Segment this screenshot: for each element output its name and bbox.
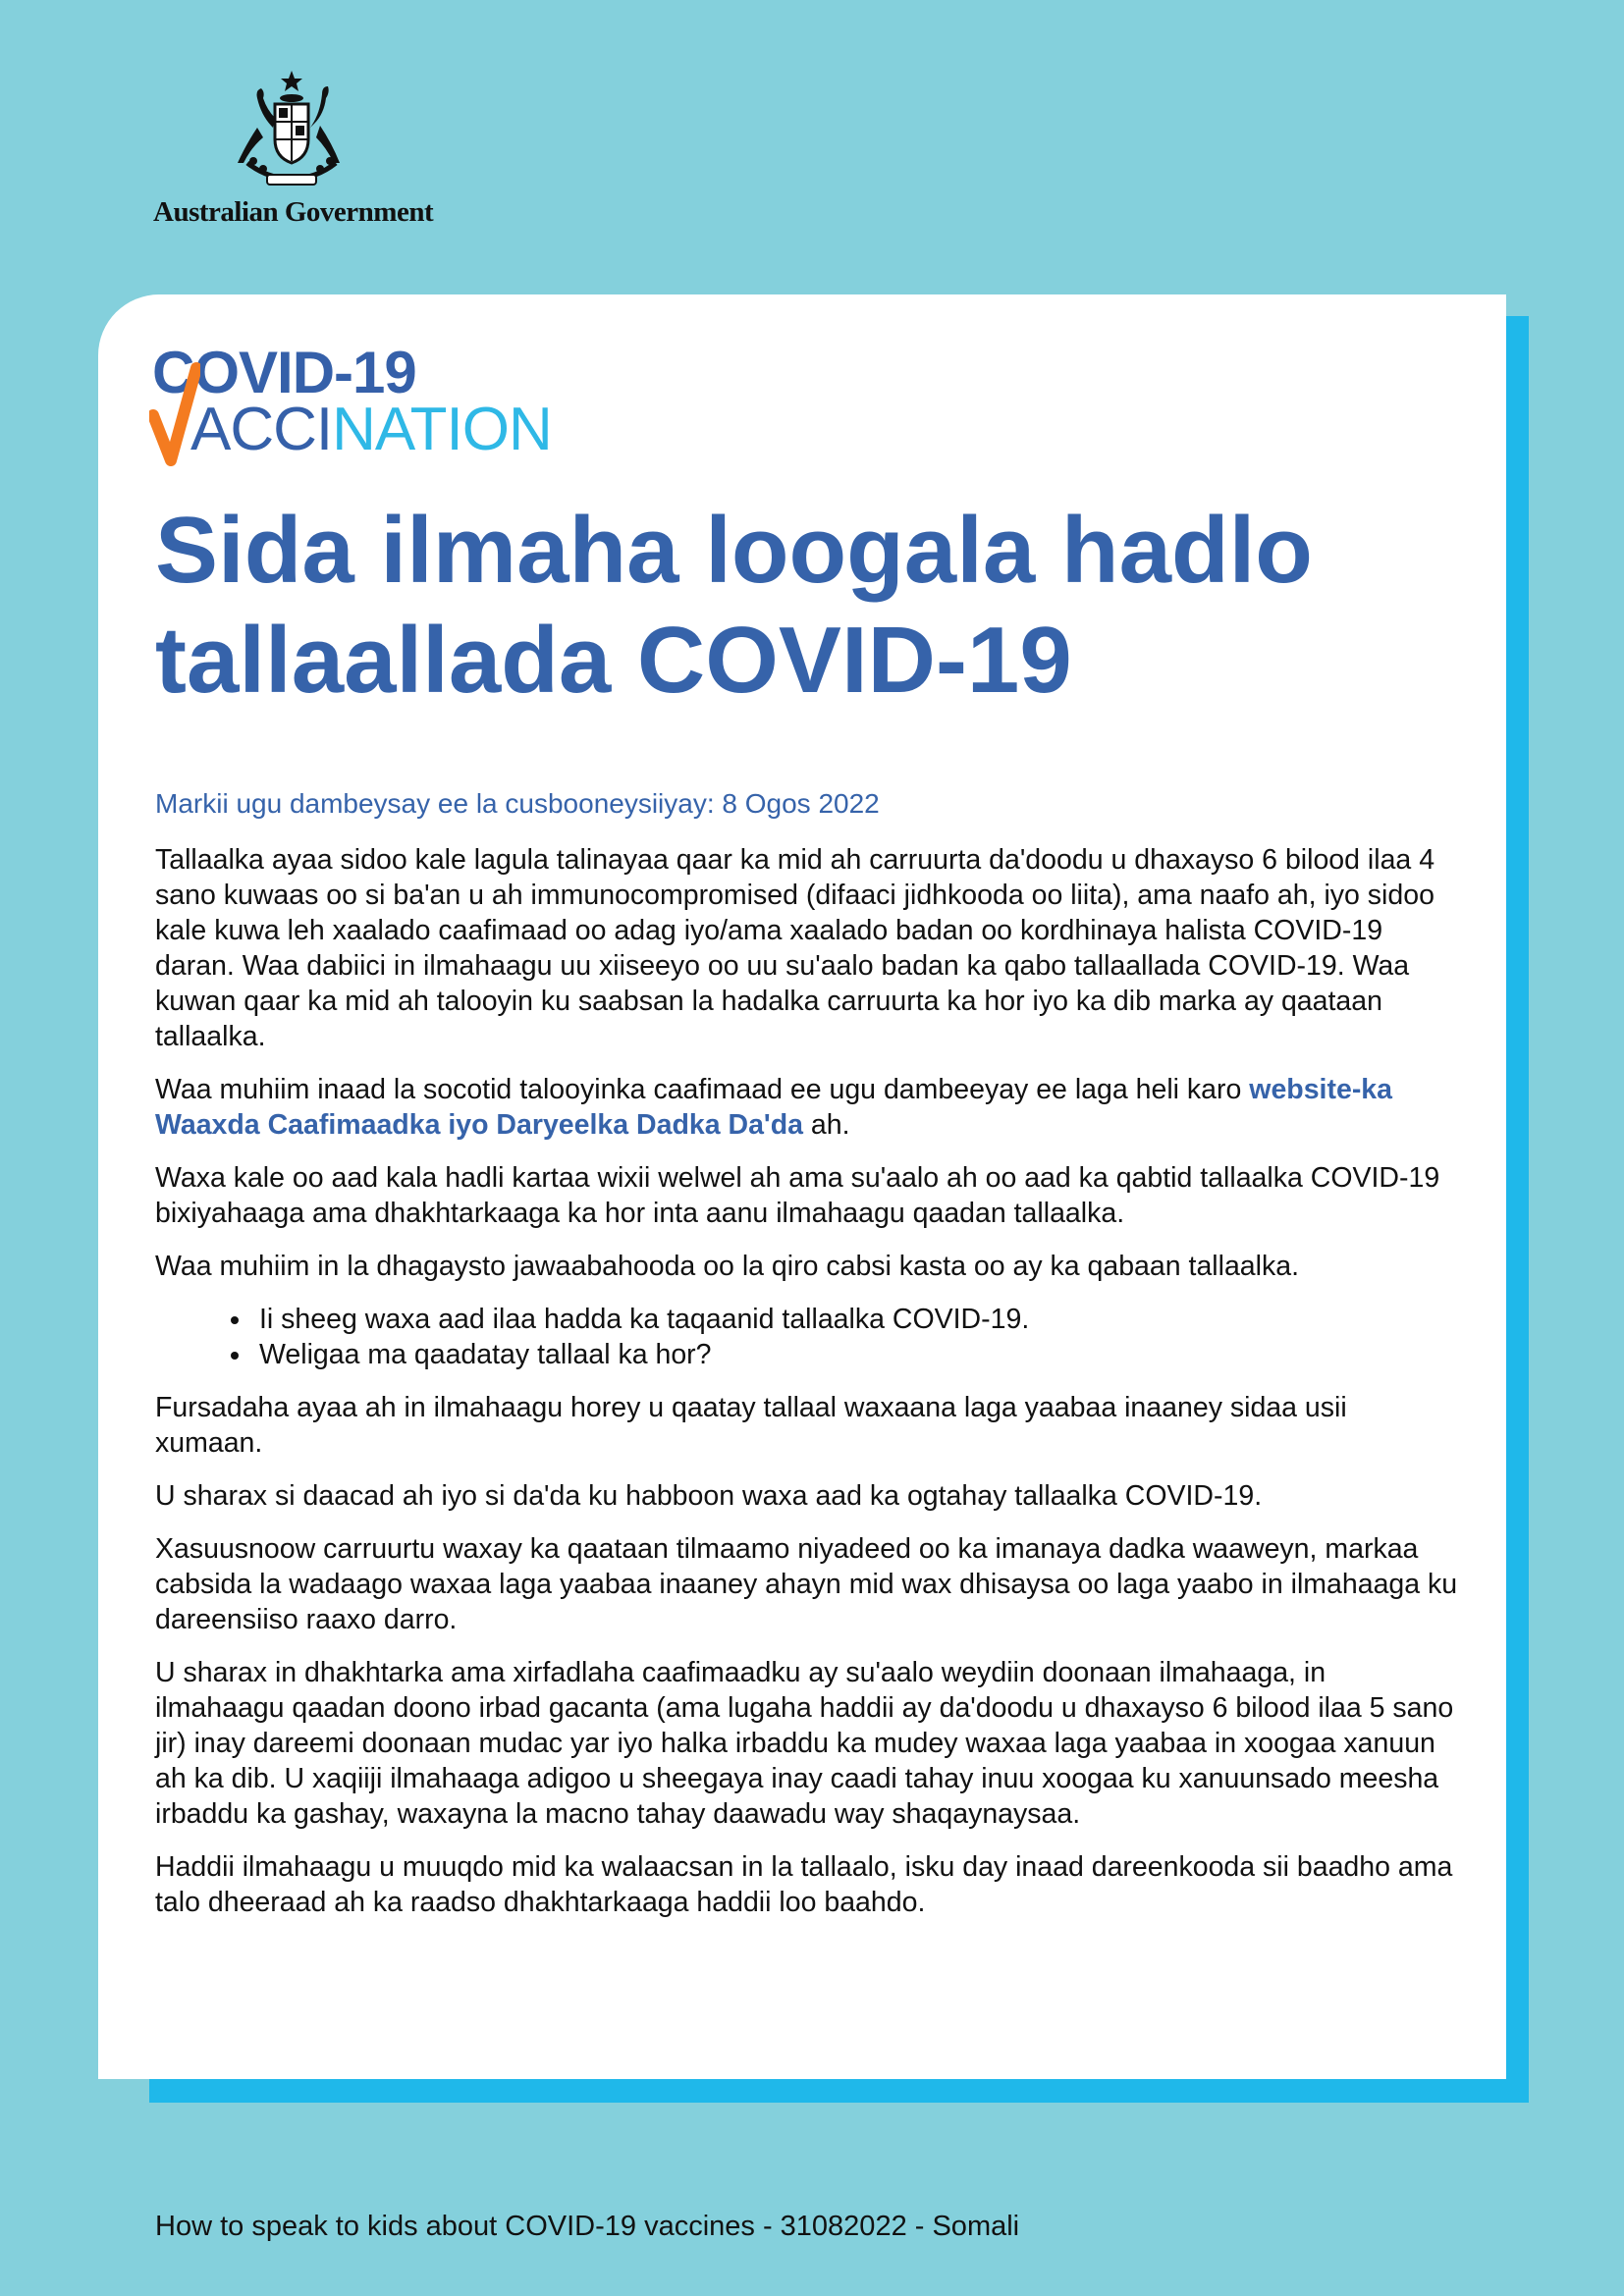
logo-vaccination-text [190,396,552,464]
paragraph-8: U sharax in dhakhtarka ama xirfadlaha caafimaadku ay su'aalo weydiin doonaan ilmahaaga, in ilmahaagu qaadan doono irbad gacanta (ama lugaha haddii ay da'doodu u dhaxayso 6 bilood ilaa 5 sano jir) inay dareemi doonaan mudac yar iyo halka irbaddu ka mudey waxaa laga yaabaa in xoogaa xanuun ah ka dib. U xaqiiji ilmahaaga adigoo u sheegaya inay caadi tahay inuu xoogaa ku xanuunsado meesha irbaddu ka gashay, waxayna la macno tahay daawadu way shaqaynaysaa. [155,1657,1454,1830]
health-department-link[interactable]: website-ka Waaxda Caafimaadka iyo Daryeelka Dadka Da'da [155,1074,1393,1141]
paragraph-4: Waa muhiim in la dhagaysto jawaabahooda oo la qiro cabsi kasta oo ay ka qabaan tallaalka. [155,1251,1300,1282]
paragraph-3: Waxa kale oo aad kala hadli kartaa wixii welwel ah ama su'aalo ah oo aad ka qabtid tallaalka COVID-19 bixiyahaaga ama dhakhtarkaaga ka hor inta aanu ilmahaagu qaadan tallaalka. [155,1162,1440,1229]
document-footer: How to speak to kids about COVID-19 vaccines - 31082022 - Somali [155,2211,1020,2242]
paragraph-2 [155,1072,1461,1143]
paragraph-1: Tallaalka ayaa sidoo kale lagula talinayaa qaar ka mid ah carruurta da'doodu u dhaxayso 6 bilood ilaa 4 sano kuwaas oo si ba'an u ah immunocompromised (difaaci jidhkooda oo liita), ama naafo ah, iyo sidoo kale kuwa leh xaalado caafimaad oo adag iyo/ama xaalado badan oo kordhinaya halista COVID-19 daran. Waa dabiici in ilmahaagu uu xiiseeyo oo uu su'aalo badan ka qabo tallaallada COVID-19. Waa kuwan qaar ka mid ah talooyin ku saabsan la hadalka carruurta ka hor iyo ka dib marka ay qaataan tallaalka. [155,844,1435,1052]
government-name: Australian Government [153,196,434,228]
paragraph-2-tail: ah. [802,1109,850,1141]
body-text [155,842,1461,1938]
logo-covid-text: COVID-19 [152,340,416,405]
page-title: Sida ilmaha loogala hadlo tallaallada COVID-19 [155,498,1313,713]
paragraph-6: U sharax si daacad ah iyo si da'da ku habboon waxa aad ka ogtahay tallaalka COVID-19. [155,1480,1263,1512]
logo-vaccination-part-b: NATION [332,396,552,463]
australian-government-logo [147,69,452,236]
last-updated: Markii ugu dambeysay ee la cusbooneysiiyay: 8 Ogos 2022 [155,788,880,819]
coat-of-arms-icon [218,69,365,191]
logo-vaccination-part-a: ACCI [190,396,333,463]
paragraph-9: Haddii ilmahaagu u muuqdo mid ka walaacsan in la tallaalo, isku day inaad dareenkooda sii baadho ama talo dheeraad ah ka raadso dhakhtarkaaga haddii loo baahdo. [155,1851,1453,1918]
list-item: • Weligaa ma qaadatay tallaal ka hor? [253,1337,1461,1372]
question-list [155,1302,1461,1372]
list-item: • Ii sheeg waxa aad ilaa hadda ka taqaanid tallaalka COVID-19. [253,1302,1461,1337]
paragraph-2-lead: Waa muhiim inaad la socotid talooyinka caafimaad ee ugu dambeeyay ee laga heli karo [155,1074,1250,1105]
paragraph-5: Fursadaha ayaa ah in ilmahaagu horey u qaatay tallaal waxaana laga yaabaa inaaney sidaa usii xumaan. [155,1392,1347,1459]
covid-vaccination-logo [149,339,601,466]
paragraph-7: Xasuusnoow carruurtu waxay ka qaataan tilmaamo niyadeed oo ka imanaya dadka waaweyn, markaa cabsida la wadaago waxaa laga yaabaa inaaney ahayn mid wax dhisaysa oo laga yaabo in ilmahaaga ku dareensiiso raaxo darro. [155,1533,1458,1635]
